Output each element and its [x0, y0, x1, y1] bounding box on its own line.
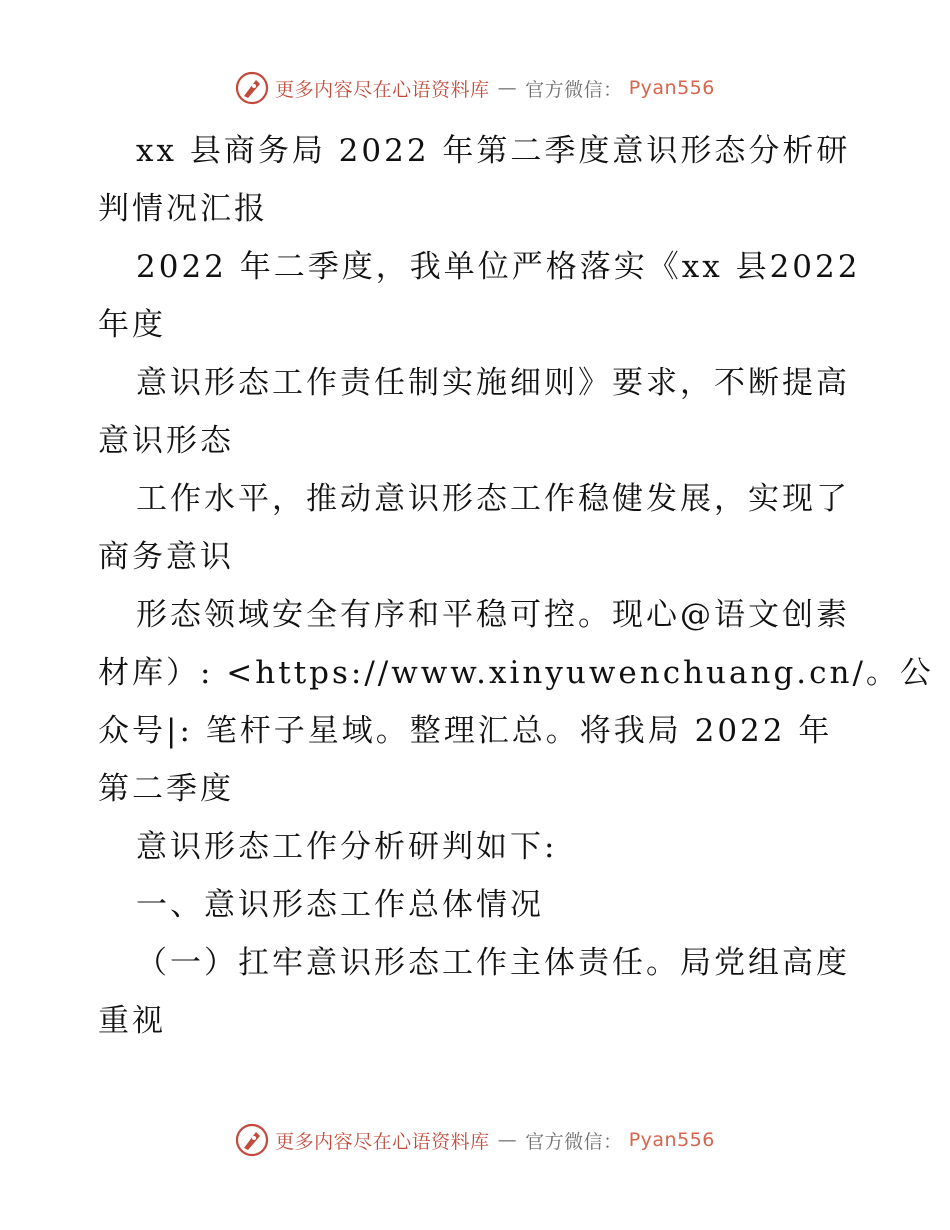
paragraph-line: 2022 年二季度，我单位严格落实《xx 县2022 — [136, 249, 861, 285]
paragraph-line: 重视 — [98, 1003, 166, 1039]
banner-wechat-label: 官方微信： — [525, 78, 623, 101]
paragraph-line: 意识形态工作分析研判如下: — [136, 829, 558, 865]
title-line-1: xx 县商务局 2022 年第二季度意识形态分析研 — [136, 133, 851, 169]
title-line-2: 判情况汇报 — [98, 191, 268, 227]
banner-content — [235, 71, 715, 105]
footer-watermark-banner — [0, 1120, 950, 1160]
banner-wechat-id: Pyan556 — [628, 1129, 715, 1151]
subsection-heading: （一）扛牢意识形态工作主体责任。局党组高度 — [136, 945, 850, 981]
banner-separator: — — [497, 77, 518, 99]
paragraph-line: 意识形态 — [98, 423, 234, 459]
banner-wechat-label: 官方微信： — [525, 1130, 623, 1153]
paragraph-line: 年度 — [98, 307, 166, 343]
paragraph-line: 商务意识 — [98, 539, 234, 575]
banner-separator: — — [497, 1129, 518, 1151]
paragraph-line: 众号|: 笔杆子星域。整理汇总。将我局 2022 年 — [98, 713, 833, 749]
paragraph-line: 工作水平，推动意识形态工作稳健发展，实现了 — [136, 481, 850, 517]
banner-wechat-id: Pyan556 — [628, 77, 715, 99]
banner-content — [235, 1123, 715, 1157]
paragraph-line: 材库）: <https://www.xinyuwenchuang.cn/。公 — [98, 655, 934, 691]
document-body — [98, 122, 934, 1050]
banner-main-text: 更多内容尽在心语资料库 — [275, 78, 490, 101]
banner-main-text: 更多内容尽在心语资料库 — [275, 1130, 490, 1153]
header-watermark-banner — [0, 68, 950, 108]
pen-nib-logo-icon — [235, 1123, 269, 1157]
section-heading: 一、意识形态工作总体情况 — [136, 887, 544, 923]
pen-nib-logo-icon — [235, 71, 269, 105]
paragraph-line: 第二季度 — [98, 771, 234, 807]
paragraph-line: 意识形态工作责任制实施细则》要求，不断提高 — [136, 365, 850, 401]
paragraph-line: 形态领域安全有序和平稳可控。现心@语文创素 — [136, 597, 850, 633]
